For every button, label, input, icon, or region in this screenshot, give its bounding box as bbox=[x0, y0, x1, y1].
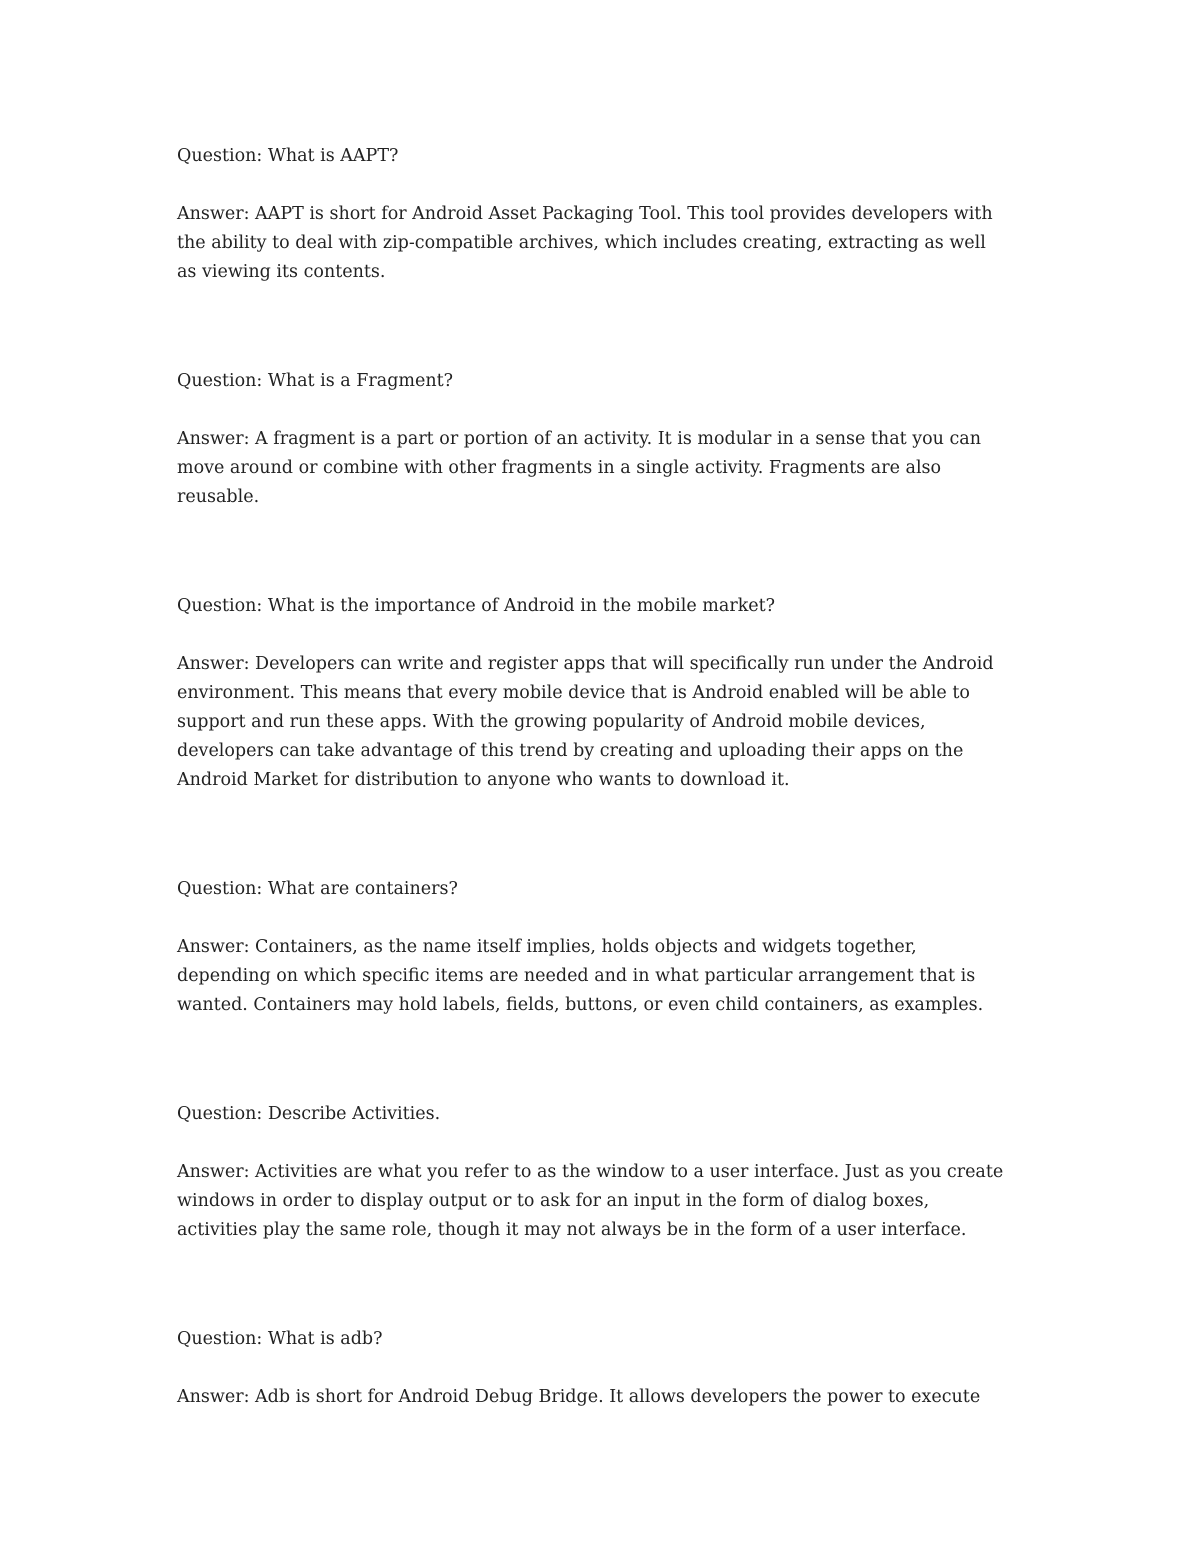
question-text: Question: What is adb? bbox=[177, 1329, 383, 1349]
answer-line: windows in order to display output or to ask for an input in the form of dialog boxes, bbox=[177, 1191, 930, 1211]
answer-line: support and run these apps. With the growing popularity of Android mobile devices, bbox=[177, 712, 926, 732]
answer-line: Answer: Activities are what you refer to as the window to a user interface. Just as you create bbox=[177, 1162, 1004, 1182]
answer-line: developers can take advantage of this trend by creating and uploading their apps on the bbox=[177, 741, 964, 761]
question-text: Question: What are containers? bbox=[177, 879, 458, 899]
qa-item-aapt bbox=[177, 142, 1037, 287]
qa-item-fragment bbox=[177, 367, 1037, 512]
answer-line: move around or combine with other fragments in a single activity. Fragments are also bbox=[177, 458, 942, 478]
question-text: Question: What is a Fragment? bbox=[177, 371, 454, 391]
qa-item-activities bbox=[177, 1100, 1037, 1245]
answer-line: Answer: A fragment is a part or portion of an activity. It is modular in a sense that you can bbox=[177, 429, 981, 449]
answer-line: environment. This means that every mobile device that is Android enabled will be able to bbox=[177, 683, 970, 703]
question-text: Question: Describe Activities. bbox=[177, 1104, 441, 1124]
answer-text bbox=[177, 1158, 1037, 1245]
answer-line: Answer: AAPT is short for Android Asset Packaging Tool. This tool provides developers with bbox=[177, 204, 993, 224]
answer-text bbox=[177, 933, 1037, 1020]
answer-line: wanted. Containers may hold labels, fields, buttons, or even child containers, as examples. bbox=[177, 995, 984, 1015]
answer-line: Android Market for distribution to anyone who wants to download it. bbox=[177, 770, 790, 790]
qa-item-adb bbox=[177, 1325, 1037, 1412]
answer-line: the ability to deal with zip-compatible archives, which includes creating, extracting as well bbox=[177, 233, 986, 253]
answer-text bbox=[177, 650, 1037, 795]
answer-line: reusable. bbox=[177, 487, 260, 507]
answer-text bbox=[177, 425, 1037, 512]
question-text: Question: What is the importance of Android in the mobile market? bbox=[177, 596, 776, 616]
answer-line: Answer: Adb is short for Android Debug Bridge. It allows developers the power to execute bbox=[177, 1387, 981, 1407]
answer-line: depending on which specific items are needed and in what particular arrangement that is bbox=[177, 966, 976, 986]
answer-text bbox=[177, 1383, 1037, 1412]
answer-line: Answer: Developers can write and register apps that will specifically run under the Android bbox=[177, 654, 994, 674]
document-page bbox=[177, 142, 1037, 1492]
qa-item-android-importance bbox=[177, 592, 1037, 795]
answer-text bbox=[177, 200, 1037, 287]
answer-line: activities play the same role, though it may not always be in the form of a user interface. bbox=[177, 1220, 967, 1240]
answer-line: as viewing its contents. bbox=[177, 262, 386, 282]
qa-item-containers bbox=[177, 875, 1037, 1020]
answer-line: Answer: Containers, as the name itself implies, holds objects and widgets together, bbox=[177, 937, 917, 957]
question-text: Question: What is AAPT? bbox=[177, 146, 399, 166]
